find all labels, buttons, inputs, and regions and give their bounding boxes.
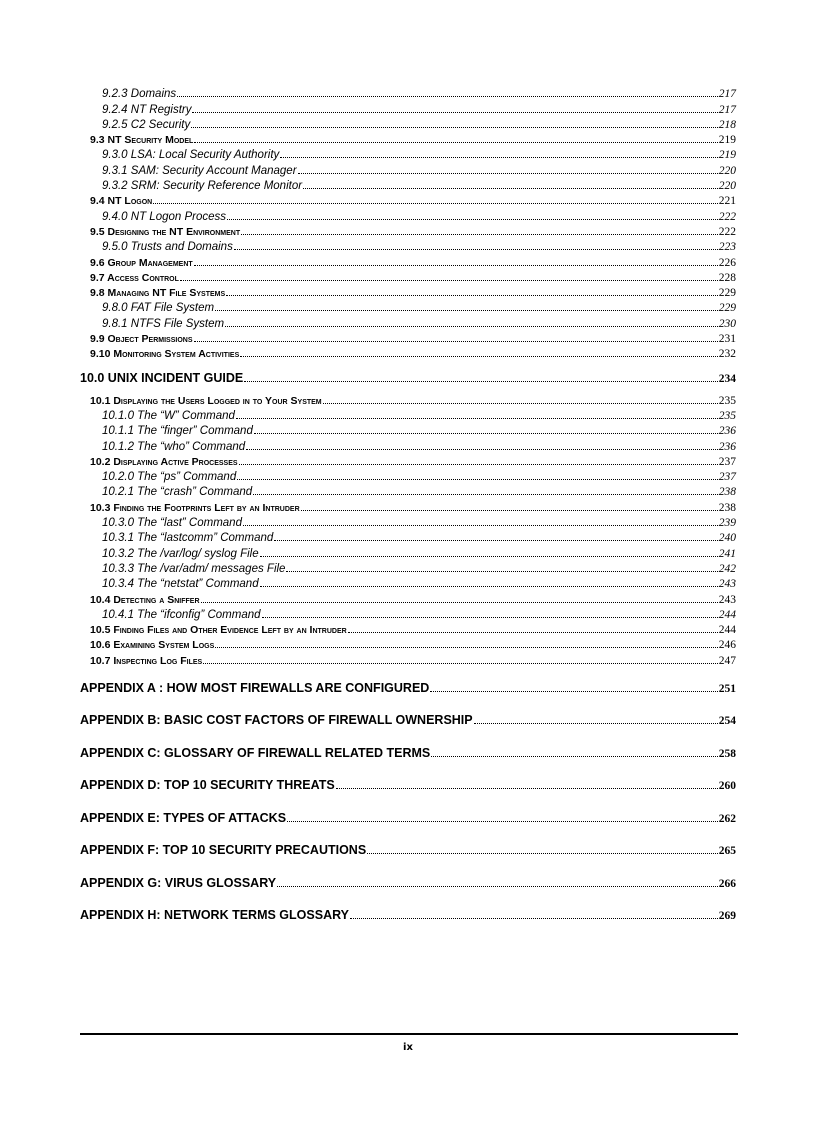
toc-entry[interactable] bbox=[80, 345, 736, 360]
toc-entry-title: 9.2.3 Domains bbox=[102, 88, 177, 101]
toc-entry-title: 10.3.3 The /var/adm/ messages File bbox=[102, 562, 286, 575]
toc-entry-page: 217 bbox=[718, 88, 736, 101]
toc-entry[interactable] bbox=[80, 742, 736, 760]
toc-entry-title: APPENDIX G: VIRUS GLOSSARY bbox=[80, 875, 277, 890]
dot-leader bbox=[246, 448, 718, 450]
toc-entry[interactable] bbox=[80, 514, 736, 529]
footer-page-number: ix bbox=[403, 1042, 413, 1053]
toc-entry-title: 10.2 Displaying Active Processes bbox=[90, 455, 238, 468]
toc-entry-title: 10.1.0 The “W” Command bbox=[102, 409, 235, 422]
dot-leader bbox=[298, 172, 718, 174]
toc-entry[interactable] bbox=[80, 839, 736, 857]
toc-entry-title: 10.1.2 The “who” Command bbox=[102, 440, 246, 453]
toc-entry[interactable] bbox=[80, 904, 736, 922]
toc-entry-page: 260 bbox=[718, 780, 736, 793]
toc-entry-page: 222 bbox=[718, 225, 736, 238]
toc-entry-title: 9.3.2 SRM: Security Reference Monitor bbox=[102, 180, 303, 193]
dot-leader bbox=[215, 646, 717, 648]
toc-entry[interactable] bbox=[80, 709, 736, 727]
toc-entry-page: 235 bbox=[718, 394, 736, 407]
toc-entry-title: 9.7 Access Control bbox=[90, 271, 179, 284]
dot-leader bbox=[153, 202, 718, 204]
toc-entry-title: 9.6 Group Management bbox=[90, 256, 193, 269]
dot-leader bbox=[367, 852, 718, 854]
toc-entry-title: 9.10 Monitoring System Activities bbox=[90, 348, 240, 361]
dot-leader bbox=[303, 187, 718, 189]
toc-entry[interactable] bbox=[80, 544, 736, 559]
dot-leader bbox=[286, 570, 717, 572]
toc-entry[interactable] bbox=[80, 269, 736, 284]
toc-entry-page: 231 bbox=[718, 333, 736, 346]
toc-entry[interactable] bbox=[80, 468, 736, 483]
toc-entry-title: APPENDIX B: BASIC COST FACTORS OF FIREWALL OWNERSHIP bbox=[80, 713, 473, 728]
dot-leader bbox=[225, 325, 718, 327]
toc-entry[interactable] bbox=[80, 651, 736, 666]
toc-entry-title: 9.4.0 NT Logon Process bbox=[102, 210, 227, 223]
toc-entry-page: 232 bbox=[718, 348, 736, 361]
toc-entry[interactable] bbox=[80, 636, 736, 651]
toc-entry-title: 10.1.1 The “finger” Command bbox=[102, 425, 253, 438]
toc-entry-title: 9.5.0 Trusts and Domains bbox=[102, 241, 233, 254]
toc-entry-page: 228 bbox=[718, 271, 736, 284]
toc-entry-page: 222 bbox=[718, 210, 736, 223]
dot-leader bbox=[194, 141, 717, 143]
dot-leader bbox=[474, 722, 718, 724]
toc-entry[interactable] bbox=[80, 314, 736, 329]
toc-entry-page: 238 bbox=[718, 486, 736, 499]
dot-leader bbox=[260, 555, 718, 557]
toc-entry[interactable] bbox=[80, 483, 736, 498]
dot-leader bbox=[194, 264, 718, 266]
dot-leader bbox=[301, 509, 718, 511]
toc-entry-page: 243 bbox=[718, 578, 736, 591]
dot-leader bbox=[277, 885, 718, 887]
toc-entry[interactable] bbox=[80, 192, 736, 207]
toc-entry-page: 247 bbox=[718, 654, 736, 667]
toc-entry-page: 226 bbox=[718, 256, 736, 269]
toc-entry-page: 242 bbox=[718, 562, 736, 575]
toc-entry[interactable] bbox=[80, 407, 736, 422]
toc-entry[interactable] bbox=[80, 453, 736, 468]
toc-entry-page: 221 bbox=[718, 195, 736, 208]
dot-leader bbox=[241, 233, 718, 235]
toc-entry[interactable] bbox=[80, 207, 736, 222]
toc-entry[interactable] bbox=[80, 422, 736, 437]
dot-leader bbox=[227, 218, 718, 220]
toc-entry-title: APPENDIX H: NETWORK TERMS GLOSSARY bbox=[80, 908, 349, 923]
dot-leader bbox=[262, 616, 718, 618]
dot-leader bbox=[191, 126, 718, 128]
dot-leader bbox=[348, 631, 718, 633]
dot-leader bbox=[280, 156, 717, 158]
toc-entry-title: 10.0 UNIX INCIDENT GUIDE bbox=[80, 371, 244, 386]
toc-entry-page: 220 bbox=[718, 180, 736, 193]
toc-entry[interactable] bbox=[80, 330, 736, 345]
dot-leader bbox=[192, 111, 717, 113]
toc-entry-page: 230 bbox=[718, 317, 736, 330]
toc-entry[interactable] bbox=[80, 116, 736, 131]
toc-entry[interactable] bbox=[80, 177, 736, 192]
dot-leader bbox=[240, 355, 718, 357]
toc-entry-page: 244 bbox=[718, 624, 736, 637]
toc-entry-title: 10.2.1 The “crash” Command bbox=[102, 486, 253, 499]
toc-entry[interactable] bbox=[80, 85, 736, 100]
toc-entry-title: APPENDIX D: TOP 10 SECURITY THREATS bbox=[80, 778, 335, 793]
toc-entry-page: 239 bbox=[718, 517, 736, 530]
toc-entry-page: 265 bbox=[718, 845, 736, 858]
dot-leader bbox=[350, 917, 718, 919]
dot-leader bbox=[194, 340, 718, 342]
toc-entry-title: 10.5 Finding Files and Other Evidence Left by an Intruder bbox=[90, 624, 347, 637]
dot-leader bbox=[430, 690, 717, 692]
toc-entry-page: 217 bbox=[718, 103, 736, 116]
toc-entry-page: 258 bbox=[718, 747, 736, 760]
toc-entry[interactable] bbox=[80, 807, 736, 825]
toc-entry[interactable] bbox=[80, 590, 736, 605]
toc-entry-page: 262 bbox=[718, 812, 736, 825]
toc-entry[interactable] bbox=[80, 498, 736, 513]
dot-leader bbox=[236, 417, 718, 419]
toc-entry[interactable] bbox=[80, 146, 736, 161]
toc-entry-title: 9.4 NT Logon bbox=[90, 195, 153, 208]
dot-leader bbox=[215, 309, 718, 311]
toc-entry[interactable] bbox=[80, 560, 736, 575]
toc-entry[interactable] bbox=[80, 437, 736, 452]
footer-rule bbox=[80, 1033, 738, 1035]
toc-entry[interactable] bbox=[80, 872, 736, 890]
dot-leader bbox=[237, 478, 718, 480]
toc-entry-title: 9.5 Designing the NT Environment bbox=[90, 225, 241, 238]
toc-entry-title: 10.2.0 The “ps” Command bbox=[102, 471, 237, 484]
toc-entry-page: 246 bbox=[718, 639, 736, 652]
dot-leader bbox=[203, 662, 718, 664]
dot-leader bbox=[201, 601, 718, 603]
toc-entry-title: APPENDIX E: TYPES OF ATTACKS bbox=[80, 810, 287, 825]
toc-entry-title: 10.3.1 The “lastcomm” Command bbox=[102, 532, 274, 545]
toc-entry-page: 237 bbox=[718, 471, 736, 484]
toc-entry-title: 9.8.1 NTFS File System bbox=[102, 317, 225, 330]
toc-entry[interactable] bbox=[80, 238, 736, 253]
toc-entry[interactable] bbox=[80, 677, 736, 695]
toc-entry-title: 9.2.4 NT Registry bbox=[102, 103, 192, 116]
toc-entry-page: 218 bbox=[718, 118, 736, 131]
toc-entry-page: 241 bbox=[718, 547, 736, 560]
toc-entry-page: 238 bbox=[718, 501, 736, 514]
dot-leader bbox=[239, 463, 718, 465]
toc-entry-title: 9.2.5 C2 Security bbox=[102, 118, 191, 131]
toc-entry-title: 9.9 Object Permissions bbox=[90, 333, 193, 346]
toc-entry-page: 220 bbox=[718, 164, 736, 177]
toc-entry-page: 254 bbox=[718, 715, 736, 728]
toc-entry-title: 10.7 Inspecting Log Files bbox=[90, 654, 203, 667]
toc-entry-title: APPENDIX C: GLOSSARY OF FIREWALL RELATED TERMS bbox=[80, 745, 431, 760]
toc-entry-page: 236 bbox=[718, 440, 736, 453]
dot-leader bbox=[254, 432, 718, 434]
toc-entry-page: 236 bbox=[718, 425, 736, 438]
toc-entry-page: 229 bbox=[718, 287, 736, 300]
toc-entry[interactable] bbox=[80, 223, 736, 238]
toc-entry-title: 10.3.2 The /var/log/ syslog File bbox=[102, 547, 259, 560]
toc-entry-page: 234 bbox=[718, 373, 736, 386]
toc-entry[interactable] bbox=[80, 367, 736, 385]
toc-entry-page: 240 bbox=[718, 532, 736, 545]
toc-entry[interactable] bbox=[80, 621, 736, 636]
dot-leader bbox=[244, 380, 718, 382]
toc-entry-title: 9.3 NT Security Model bbox=[90, 134, 194, 147]
dot-leader bbox=[336, 787, 718, 789]
toc-entry[interactable] bbox=[80, 161, 736, 176]
toc-entry-page: 223 bbox=[718, 241, 736, 254]
toc-entry-title: 9.8 Managing NT File Systems bbox=[90, 287, 226, 300]
dot-leader bbox=[180, 279, 718, 281]
toc-entry-page: 266 bbox=[718, 877, 736, 890]
toc-entry[interactable] bbox=[80, 131, 736, 146]
toc-entry-page: 243 bbox=[718, 593, 736, 606]
toc-entry-page: 219 bbox=[718, 149, 736, 162]
toc-entry-title: 9.3.0 LSA: Local Security Authority bbox=[102, 149, 280, 162]
dot-leader bbox=[323, 402, 718, 404]
toc-entry-title: 10.1 Displaying the Users Logged in to Your System bbox=[90, 394, 322, 407]
toc-entry-page: 229 bbox=[718, 302, 736, 315]
toc-entry[interactable] bbox=[80, 575, 736, 590]
toc-entry[interactable] bbox=[80, 774, 736, 792]
toc-entry-title: 10.6 Examining System Logs bbox=[90, 639, 215, 652]
dot-leader bbox=[287, 820, 718, 822]
toc-entry-page: 244 bbox=[718, 608, 736, 621]
toc-entry-page: 219 bbox=[718, 134, 736, 147]
toc-entry-page: 235 bbox=[718, 409, 736, 422]
toc-entry-page: 237 bbox=[718, 455, 736, 468]
toc-entry-title: 10.3 Finding the Footprints Left by an Intruder bbox=[90, 501, 300, 514]
toc-entry-title: 10.3.0 The “last” Command bbox=[102, 517, 242, 530]
toc-entry[interactable] bbox=[80, 529, 736, 544]
toc-entry-title: 9.3.1 SAM: Security Account Manager bbox=[102, 164, 297, 177]
dot-leader bbox=[431, 755, 717, 757]
toc-entry-title: APPENDIX A : HOW MOST FIREWALLS ARE CONFIGURED bbox=[80, 680, 430, 695]
dot-leader bbox=[243, 524, 718, 526]
dot-leader bbox=[177, 95, 718, 97]
toc-entry-page: 251 bbox=[718, 682, 736, 695]
toc-entry[interactable] bbox=[80, 299, 736, 314]
toc-entry[interactable] bbox=[80, 100, 736, 115]
toc-entry[interactable] bbox=[80, 606, 736, 621]
toc-entry[interactable] bbox=[80, 391, 736, 406]
toc-entry[interactable] bbox=[80, 253, 736, 268]
table-of-contents bbox=[80, 85, 736, 937]
dot-leader bbox=[274, 539, 717, 541]
toc-entry-title: 10.3.4 The “netstat” Command bbox=[102, 578, 259, 591]
dot-leader bbox=[253, 493, 718, 495]
toc-entry-title: APPENDIX F: TOP 10 SECURITY PRECAUTIONS bbox=[80, 843, 367, 858]
dot-leader bbox=[260, 585, 718, 587]
toc-entry-page: 269 bbox=[718, 910, 736, 923]
toc-entry-title: 10.4.1 The “ifconfig” Command bbox=[102, 608, 261, 621]
toc-entry-title: 9.8.0 FAT File System bbox=[102, 302, 215, 315]
dot-leader bbox=[226, 294, 718, 296]
toc-entry-title: 10.4 Detecting a Sniffer bbox=[90, 593, 200, 606]
toc-entry[interactable] bbox=[80, 284, 736, 299]
dot-leader bbox=[234, 248, 718, 250]
